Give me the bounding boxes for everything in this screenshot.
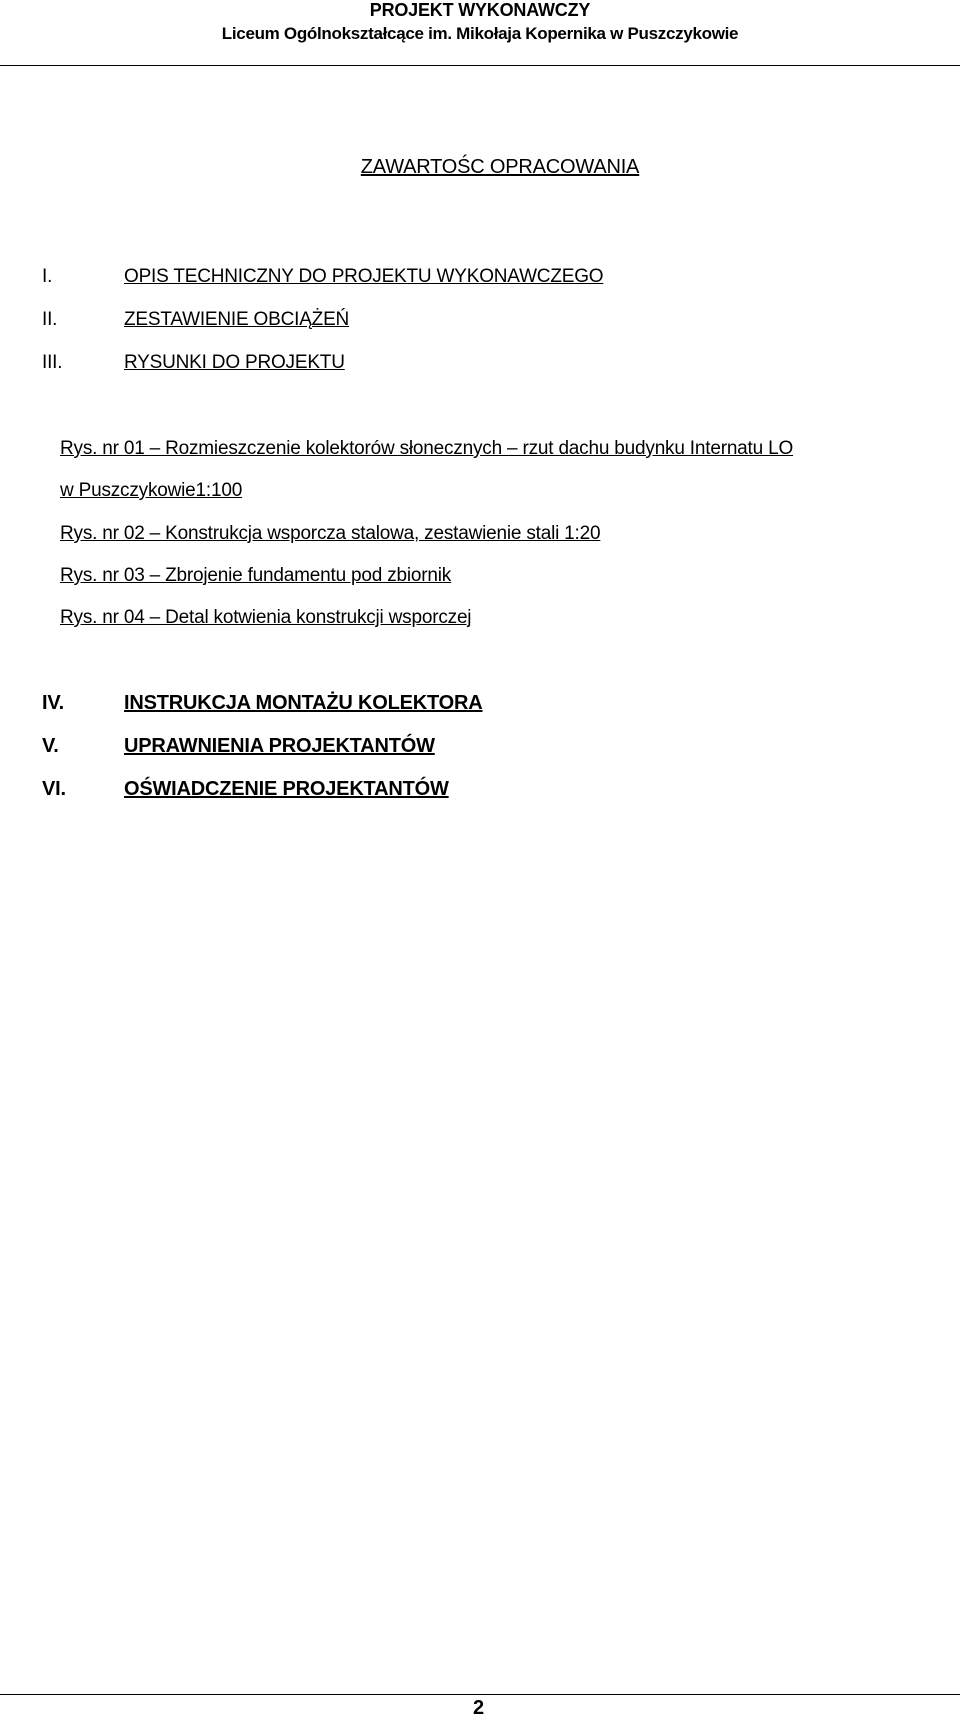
footer-divider — [0, 1694, 960, 1695]
section-label: ZESTAWIENIE OBCIĄŻEŃ — [124, 309, 350, 330]
drawing-item: Rys. nr 04 – Detal kotwienia konstrukcji wsporczej — [60, 607, 472, 628]
section-label: UPRAWNIENIA PROJEKTANTÓW — [124, 735, 435, 757]
section-label: OPIS TECHNICZNY DO PROJEKTU WYKONAWCZEGO — [124, 266, 604, 287]
page-number: 2 — [473, 1697, 485, 1719]
drawing-item: w Puszczykowie1:100 — [60, 480, 243, 501]
drawing-item: Rys. nr 01 – Rozmieszczenie kolektorów słonecznych – rzut dachu budynku Internatu LO — [60, 438, 794, 459]
section-number: V. — [42, 735, 59, 757]
document-subtitle: Liceum Ogólnokształcące im. Mikołaja Kopernika w Puszczykowie — [221, 24, 739, 43]
drawing-item: Rys. nr 02 – Konstrukcja wsporcza stalowa, zestawienie stali 1:20 — [60, 523, 601, 544]
section-number: II. — [42, 309, 58, 330]
drawing-item: Rys. nr 03 – Zbrojenie fundamentu pod zbiornik — [60, 565, 452, 586]
contents-heading: ZAWARTOŚC OPRACOWANIA — [360, 156, 640, 178]
section-label: OŚWIADCZENIE PROJEKTANTÓW — [124, 778, 449, 800]
section-label: INSTRUKCJA MONTAŻU KOLEKTORA — [124, 692, 483, 714]
section-number: I. — [42, 266, 53, 287]
header-divider — [0, 65, 960, 66]
section-label: RYSUNKI DO PROJEKTU — [124, 352, 345, 373]
section-number: III. — [42, 352, 63, 373]
section-number: VI. — [42, 778, 66, 800]
document-title: PROJEKT WYKONAWCZY — [369, 0, 591, 20]
section-number: IV. — [42, 692, 65, 714]
